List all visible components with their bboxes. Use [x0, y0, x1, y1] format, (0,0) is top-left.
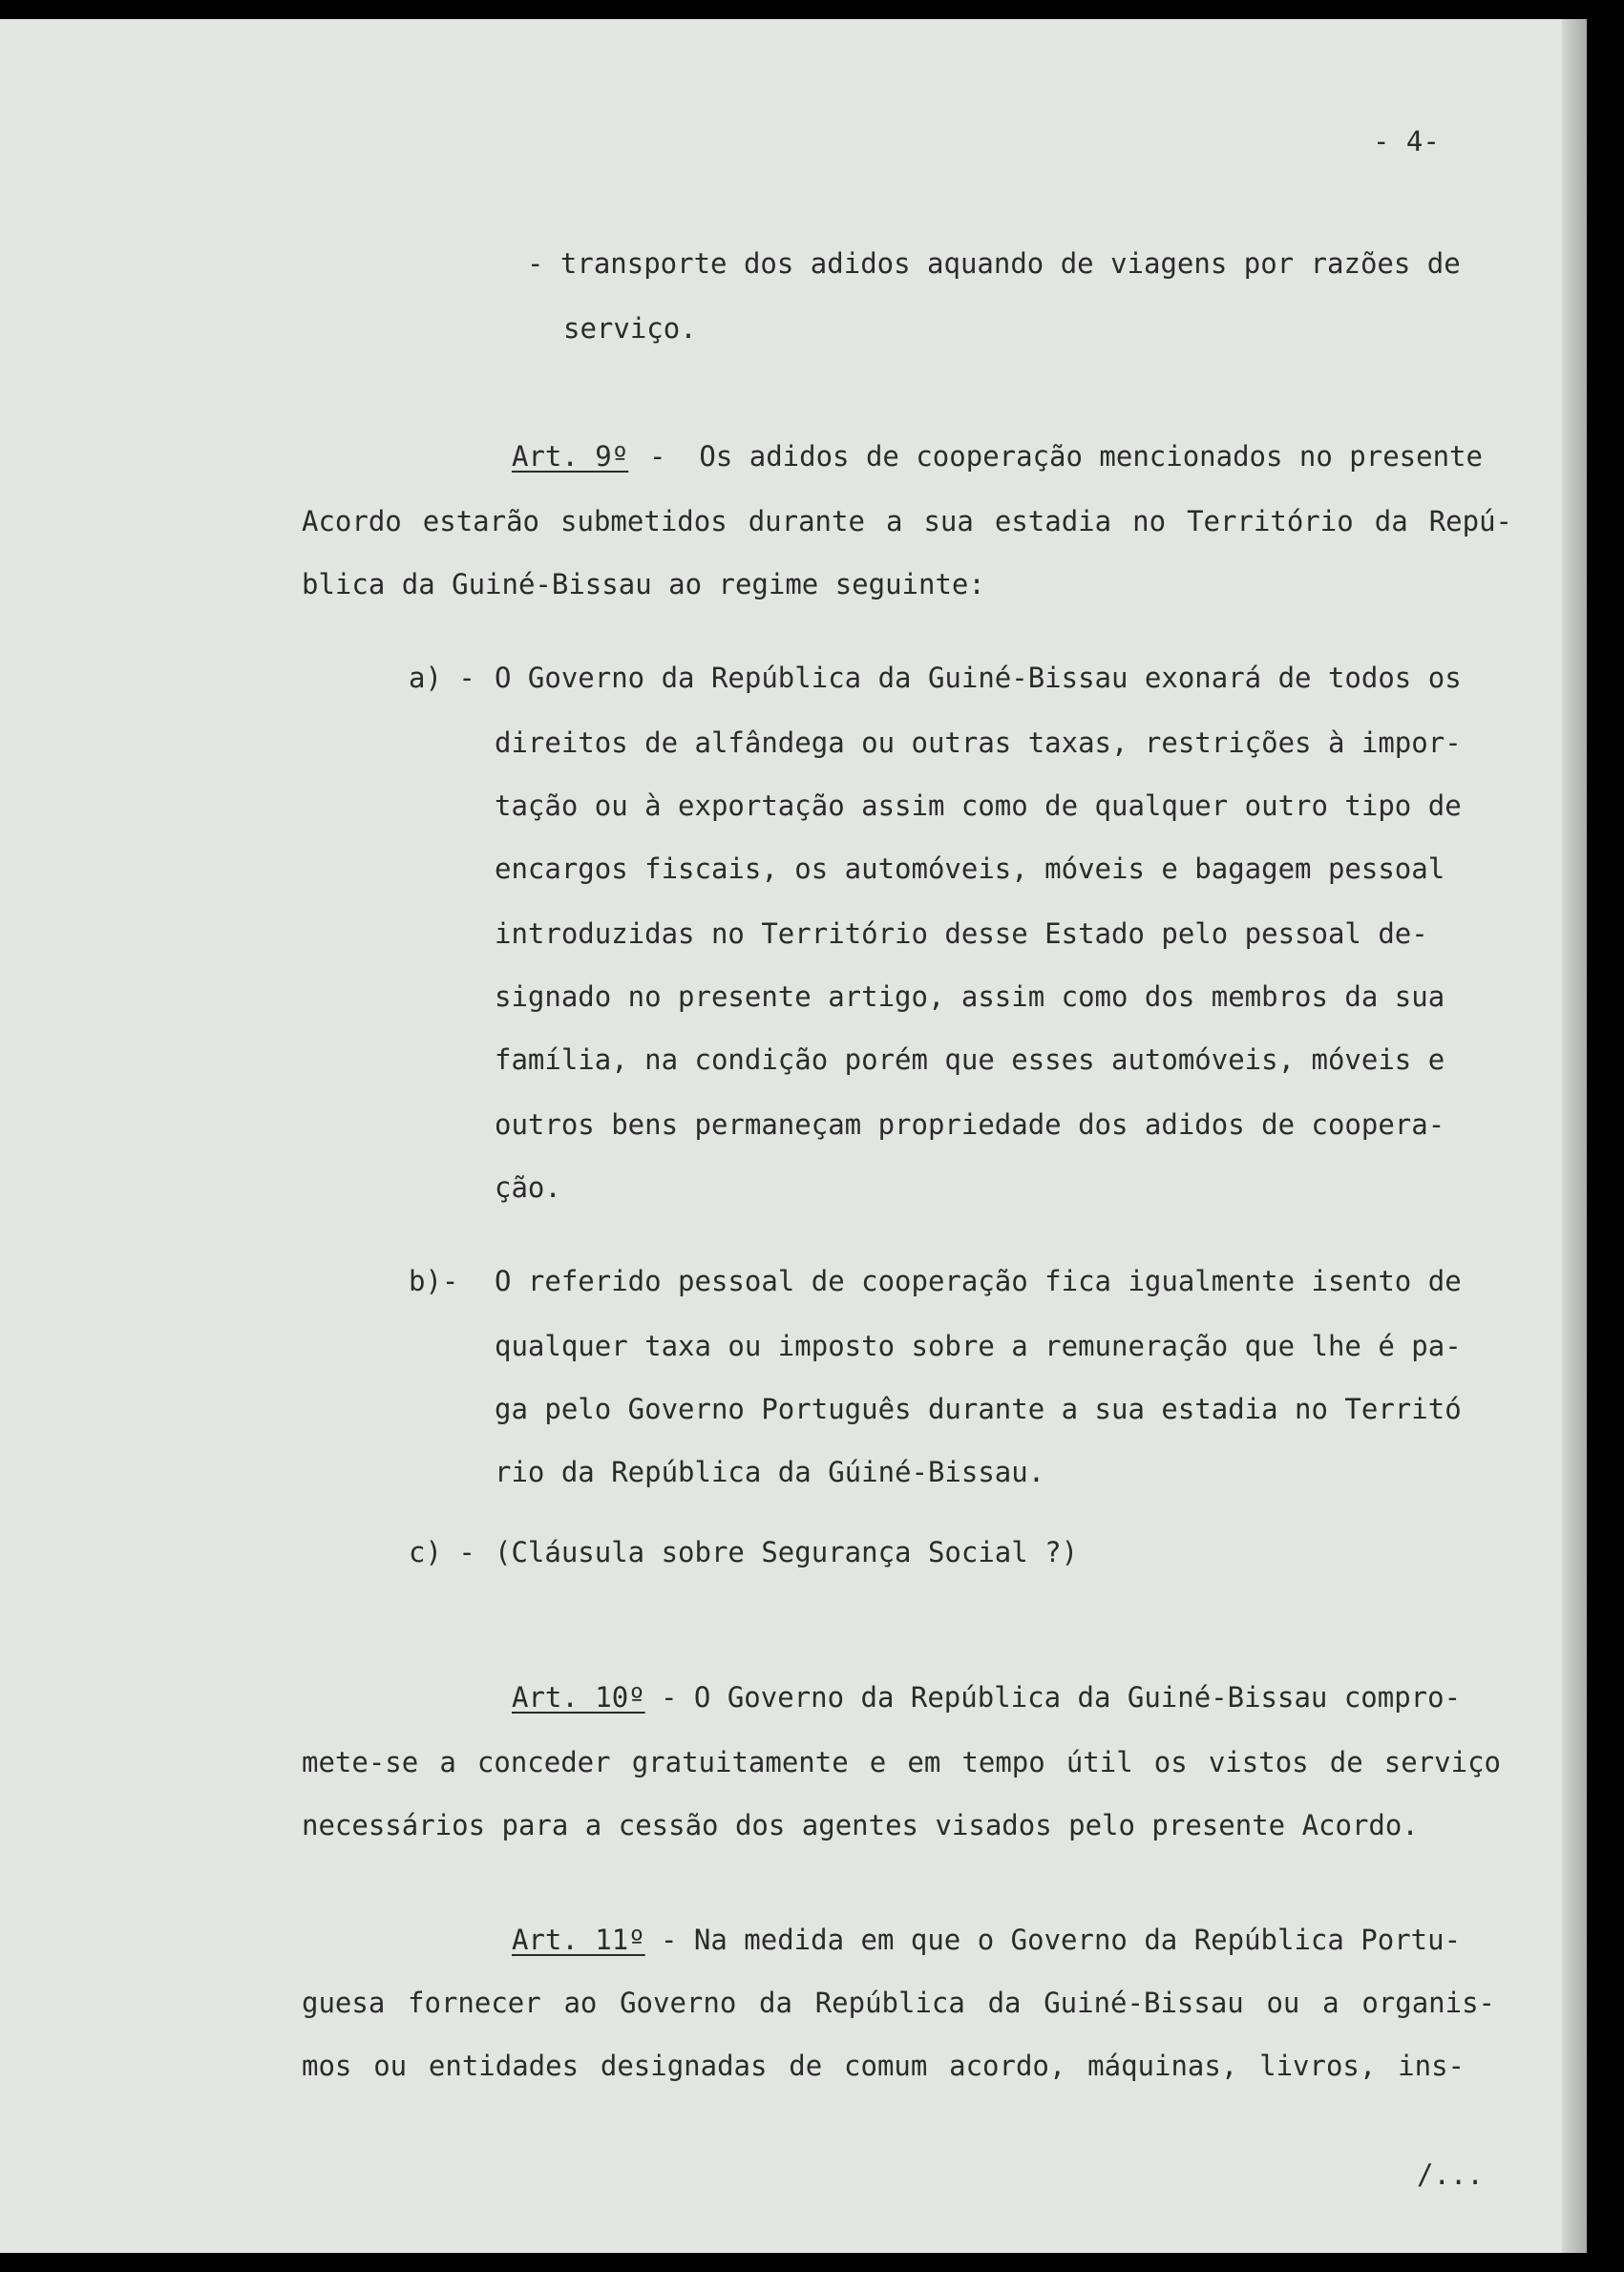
- item-b-line-2: qualquer taxa ou imposto sobre a remuneração que lhe é pa-: [495, 1330, 1462, 1362]
- art11-label: Art. 11º: [512, 1924, 645, 1956]
- item-b-line-3: ga pelo Governo Português durante a sua estadia no Territó: [495, 1393, 1462, 1425]
- transport-line-2: serviço.: [563, 312, 697, 345]
- art9-line-3: blica da Guiné-Bissau ao regime seguinte:: [302, 568, 985, 600]
- item-a-marker: a) -: [409, 662, 475, 694]
- item-a-line-8: outros bens permaneçam propriedade dos adidos de coopera-: [495, 1108, 1445, 1141]
- item-a-line-4: encargos fiscais, os automóveis, móveis e bagagem pessoal: [495, 852, 1445, 885]
- art10-line-3: necessários para a cessão dos agentes visados pelo presente Acordo.: [302, 1809, 1419, 1841]
- art10-label: Art. 10º: [512, 1681, 645, 1714]
- item-a-line-1: O Governo da República da Guiné-Bissau exonará de todos os: [495, 662, 1462, 694]
- art9-label: Art. 9º: [512, 440, 629, 473]
- item-a-line-3: tação ou à exportação assim como de qualquer outro tipo de: [495, 789, 1462, 822]
- item-b-marker: b)-: [409, 1265, 459, 1297]
- art10-line-2: mete-se a conceder gratuitamente e em tempo útil os vistos de serviço: [302, 1746, 1501, 1778]
- art11-line-3: mos ou entidades designadas de comum acordo, máquinas, livros, ins-: [302, 2050, 1465, 2082]
- continuation-mark: /...: [1417, 2158, 1484, 2191]
- item-b-line-4: rio da República da Gúiné-Bissau.: [495, 1456, 1045, 1488]
- art10-line-1: - O Governo da República da Guiné-Bissau compro-: [661, 1681, 1462, 1714]
- transport-line-1: - transporte dos adidos aquando de viagens por razões de: [527, 247, 1461, 280]
- item-a-line-5: introduzidas no Território desse Estado pelo pessoal de-: [495, 917, 1428, 950]
- art9-line-2: Acordo estarão submetidos durante a sua estadia no Território da Repú-: [302, 505, 1512, 537]
- item-c-text: (Cláusula sobre Segurança Social ?): [495, 1536, 1079, 1568]
- page-edge-shadow: [1562, 19, 1587, 2253]
- item-b-line-1: O referido pessoal de cooperação fica igualmente isento de: [495, 1265, 1462, 1297]
- art9-line-1: - Os adidos de cooperação mencionados no presente: [649, 440, 1483, 473]
- item-a-line-2: direitos de alfândega ou outras taxas, restrições à impor-: [495, 726, 1462, 759]
- item-a-line-7: família, na condição porém que esses automóveis, móveis e: [495, 1043, 1445, 1076]
- item-c-marker: c) -: [409, 1536, 475, 1568]
- art11-line-1: - Na medida em que o Governo da República Portu-: [661, 1924, 1462, 1956]
- document-page: [0, 19, 1587, 2253]
- page-number: - 4-: [1373, 125, 1440, 158]
- art11-line-2: guesa fornecer ao Governo da República da Guiné-Bissau ou a organis-: [302, 1987, 1495, 2019]
- item-a-line-6: signado no presente artigo, assim como dos membros da sua: [495, 980, 1445, 1013]
- item-a-line-9: ção.: [495, 1171, 561, 1204]
